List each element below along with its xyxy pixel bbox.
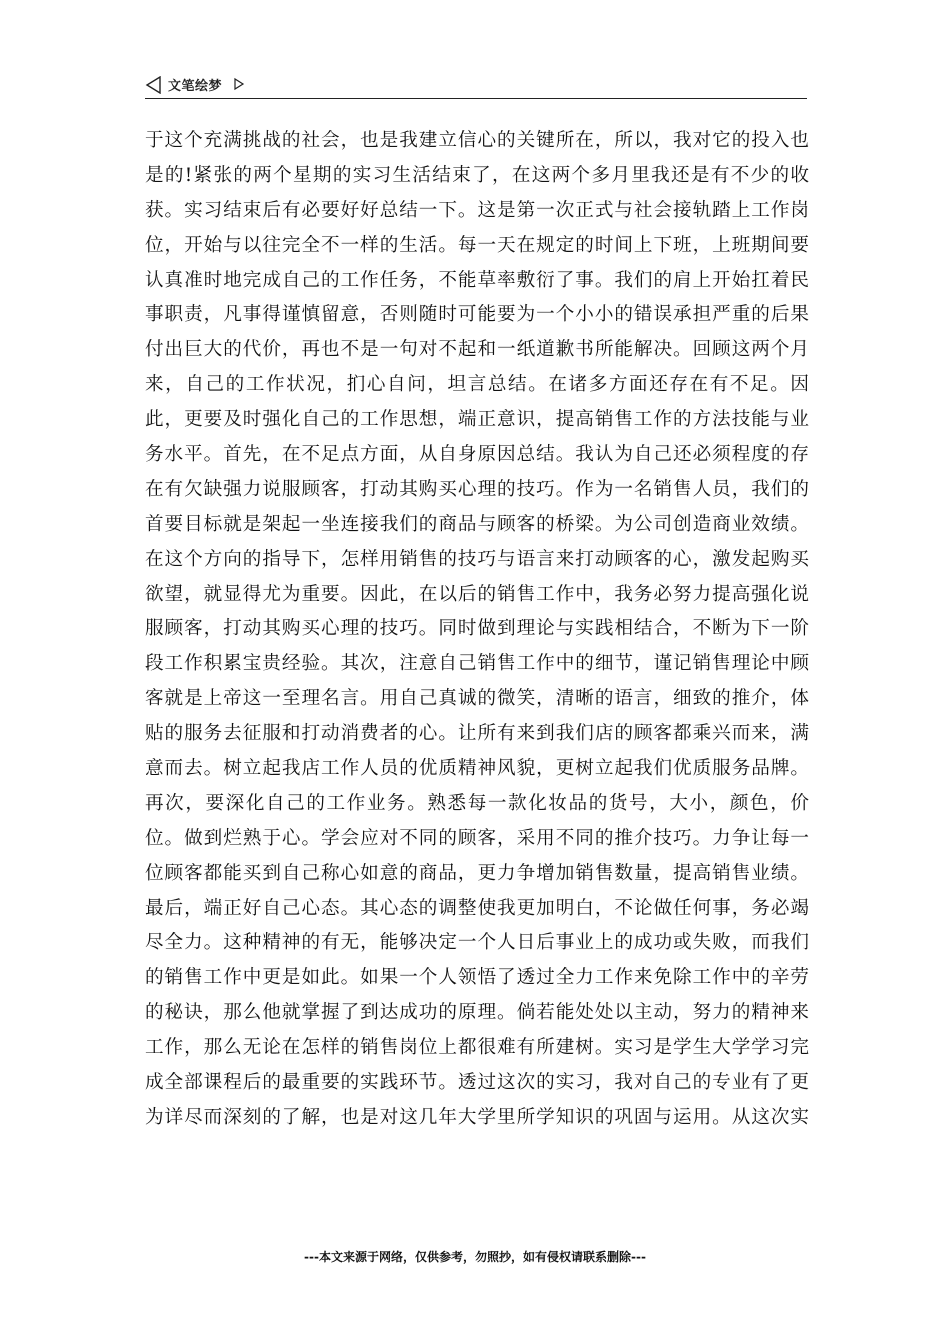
body-text-line: 工作，那么无论在怎样的销售岗位上都很难有所建树。实习是学生大学学习完 <box>145 1037 809 1059</box>
body-text-line: 位，开始与以往完全不一样的生活。每一天在规定的时间上下班，上班期间要 <box>145 234 809 256</box>
body-text-line: 获。实习结束后有必要好好总结一下。这是第一次正式与社会接轨踏上工作岗 <box>145 199 809 221</box>
header-title: 文笔绘梦 <box>168 79 223 94</box>
footer-disclaimer: ---本文来源于网络，仅供参考，勿照抄，如有侵权请联系删除--- <box>304 1250 646 1264</box>
body-text-line: 最后，端正好自己心态。其心态的调整使我更加明白，不论做任何事，务必竭 <box>145 897 809 919</box>
body-text-line: 务水平。首先，在不足点方面，从自身原因总结。我认为自己还必须程度的存 <box>145 444 809 466</box>
body-text-line: 于这个充满挑战的社会，也是我建立信心的关键所在，所以，我对它的投入也 <box>145 130 809 151</box>
body-text-line: 在这个方向的指导下，怎样用销售的技巧与语言来打动顾客的心，激发起购买 <box>145 548 809 570</box>
body-text-line: 段工作积累宝贵经验。其次，注意自己销售工作中的细节，谨记销售理论中顾 <box>145 653 809 675</box>
body-text-line: 欲望，就显得尤为重要。因此，在以后的销售工作中，我务必努力提高强化说 <box>145 583 809 605</box>
body-text-line: 再次，要深化自己的工作业务。熟悉每一款化妆品的货号，大小，颜色，价 <box>145 792 809 814</box>
body-text-line: 位。做到烂熟于心。学会应对不同的顾客，采用不同的推介技巧。力争让每一 <box>145 827 809 849</box>
body-text-line: 位顾客都能买到自己称心如意的商品，更力争增加销售数量，提高销售业绩。 <box>145 862 809 884</box>
triangle-left-outline-icon <box>145 76 163 94</box>
body-text-line: 成全部课程后的最重要的实践环节。透过这次的实习，我对自己的专业有了更 <box>145 1072 809 1094</box>
body-text-line: 来，自己的工作状况，扪心自问，坦言总结。在诸多方面还存在有不足。因 <box>145 374 809 396</box>
body-text-line: 客就是上帝这一至理名言。用自己真诚的微笑，清晰的语言，细致的推介，体 <box>145 688 809 710</box>
body-text-line: 为详尽而深刻的了解，也是对这几年大学里所学知识的巩固与运用。从这次实 <box>145 1106 809 1128</box>
body-text-line: 在有欠缺强力说服顾客，打动其购买心理的技巧。作为一名销售人员，我们的 <box>145 478 809 500</box>
triangle-right-outline-icon <box>233 77 245 91</box>
document-body <box>145 124 809 1136</box>
body-text-line: 服顾客，打动其购买心理的技巧。同时做到理论与实践相结合，不断为下一阶 <box>145 618 809 640</box>
page-header <box>145 72 807 99</box>
body-text-line: 付出巨大的代价，再也不是一句对不起和一纸道歉书所能解决。回顾这两个月 <box>145 339 809 361</box>
body-text-line: 的销售工作中更是如此。如果一个人领悟了透过全力工作来免除工作中的辛劳 <box>145 967 809 989</box>
body-text-line: 此，更要及时强化自己的工作思想，端正意识，提高销售工作的方法技能与业 <box>145 409 809 431</box>
body-text-line: 事职责，凡事得谨慎留意，否则随时可能要为一个小小的错误承担严重的后果 <box>145 304 809 326</box>
body-text-line: 贴的服务去征服和打动消费者的心。让所有来到我们店的顾客都乘兴而来，满 <box>145 723 809 745</box>
body-text-line: 尽全力。这种精神的有无，能够决定一个人日后事业上的成功或失败，而我们 <box>145 932 809 954</box>
body-text-line: 的秘诀，那么他就掌握了到达成功的原理。倘若能处处以主动，努力的精神来 <box>145 1002 809 1024</box>
body-text-line: 认真准时地完成自己的工作任务，不能草率敷衍了事。我们的肩上开始扛着民 <box>145 269 809 291</box>
body-text-line: 是的!紧张的两个星期的实习生活结束了，在这两个多月里我还是有不少的收 <box>145 164 809 186</box>
body-text-line: 首要目标就是架起一坐连接我们的商品与顾客的桥梁。为公司创造商业效绩。 <box>145 513 809 535</box>
body-text-line: 意而去。树立起我店工作人员的优质精神风貌，更树立起我们优质服务品牌。 <box>145 758 809 780</box>
